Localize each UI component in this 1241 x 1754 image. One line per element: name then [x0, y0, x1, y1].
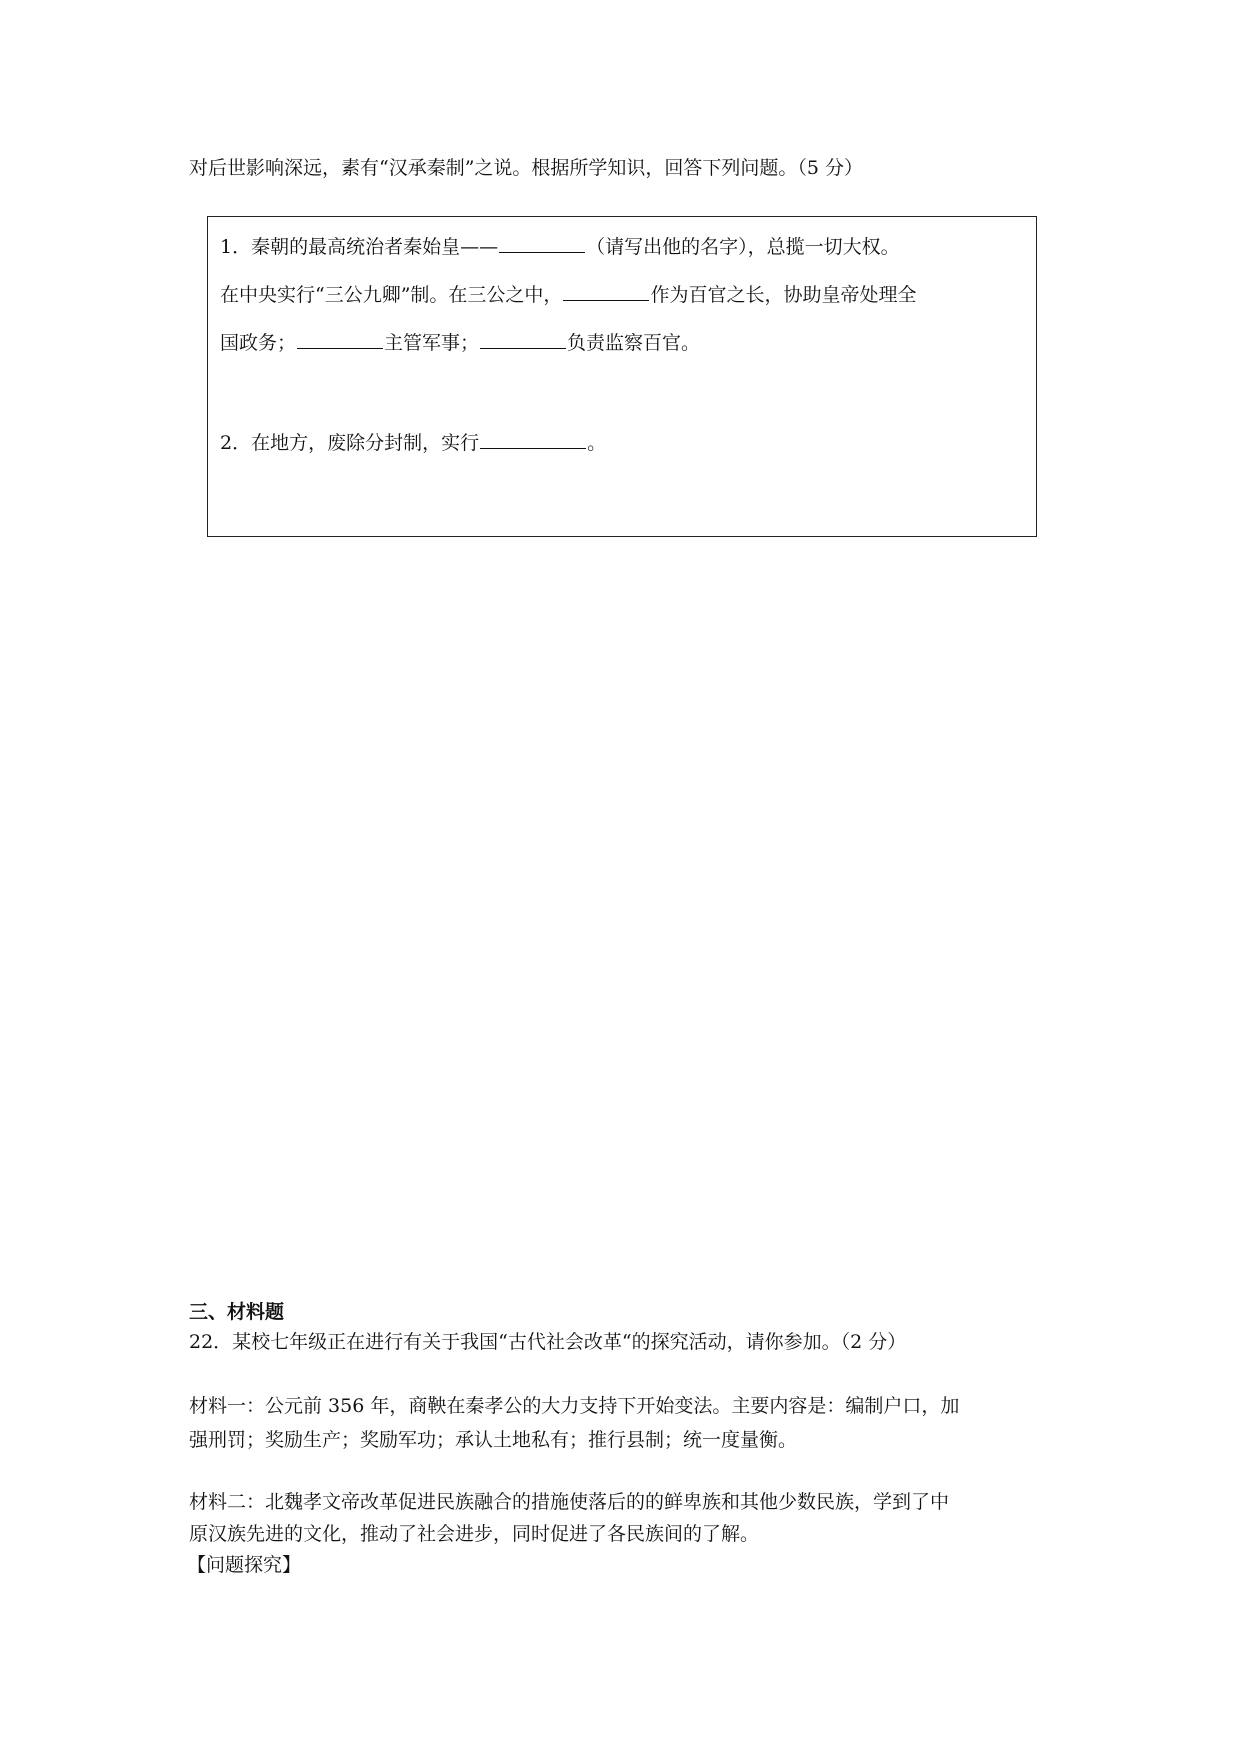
q1-line-2-text-b: 作为百官之长，协助皇帝处理全	[650, 284, 917, 306]
q2-text-a: 2．在地方，废除分封制，实行	[220, 432, 480, 454]
q2-line	[220, 428, 606, 455]
question-22: 22．某校七年级正在进行有关于我国“古代社会改革“的探究活动，请你参加。（2 分）	[189, 1331, 907, 1353]
material-two-line-2: 原汉族先进的文化，推动了社会进步，同时促进了各民族间的了解。	[189, 1523, 760, 1545]
q1-line-2	[220, 280, 916, 307]
q1-line-1-text-b: （请写出他的名字），总揽一切大权。	[586, 236, 900, 258]
q1-line-1-text-a: 1．秦朝的最高统治者秦始皇——	[220, 236, 499, 258]
chancellor-blank[interactable]	[563, 280, 649, 301]
material-two-line-1: 材料二：北魏孝文帝改革促进民族融合的措施使落后的的鲜卑族和其他少数民族，学到了中	[189, 1491, 950, 1513]
q1-line-3-text-b: 主管军事；	[384, 332, 480, 354]
q1-line-3-text-a: 国政务；	[220, 332, 297, 354]
q1-line-3	[220, 328, 700, 355]
inquiry-heading: 【问题探究】	[187, 1554, 302, 1576]
local-system-blank[interactable]	[480, 428, 586, 449]
section-heading: 三、材料题	[189, 1301, 285, 1323]
intro-text: 对后世影响深远，素有“汉承秦制”之说。根据所学知识，回答下列问题。（5 分）	[189, 157, 864, 179]
q2-text-b: 。	[587, 432, 607, 454]
q1-line-2-text-a: 在中央实行“三公九卿”制。在三公之中，	[220, 284, 563, 306]
q1-line-1	[220, 232, 900, 259]
censor-blank[interactable]	[480, 328, 566, 349]
material-one-line-2: 强刑罚；奖励生产；奖励军功；承认土地私有；推行县制；统一度量衡。	[189, 1429, 798, 1451]
question-box	[207, 216, 1037, 537]
material-one-line-1: 材料一：公元前 356 年，商鞅在秦孝公的大力支持下开始变法。主要内容是：编制户口，加	[189, 1395, 960, 1417]
military-official-blank[interactable]	[297, 328, 383, 349]
emperor-name-blank[interactable]	[499, 232, 585, 253]
q1-line-3-text-c: 负责监察百官。	[567, 332, 701, 354]
